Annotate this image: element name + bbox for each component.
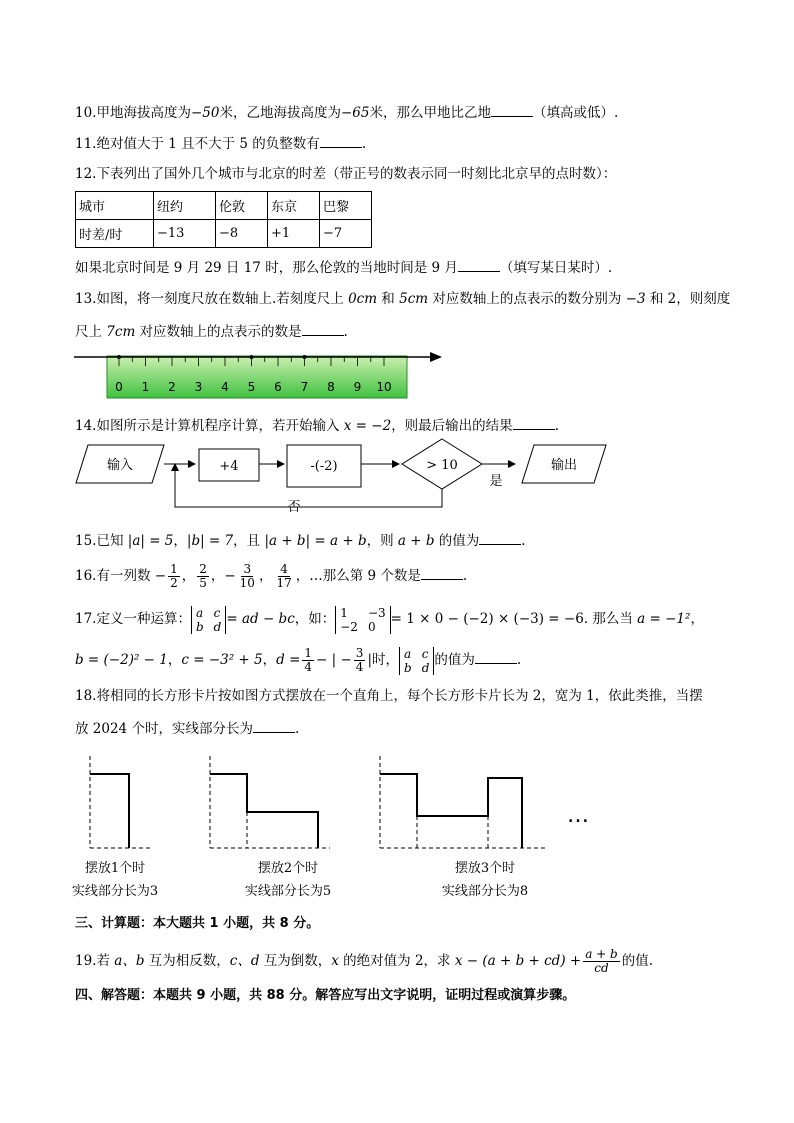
caption-line: 实线部分长为5	[244, 884, 332, 899]
q17-text: 时，	[372, 652, 399, 668]
q19-var: x	[331, 953, 339, 969]
q10-answer-blank[interactable]	[491, 102, 533, 117]
q16-minus: −	[224, 568, 236, 584]
arrow-head-icon	[508, 460, 516, 468]
question-10	[75, 102, 618, 123]
ruler-label: 1	[141, 380, 150, 394]
table-row	[76, 220, 372, 248]
question-13-line2	[75, 321, 348, 342]
ruler-label: 2	[168, 380, 176, 394]
q14-text: .	[554, 418, 559, 434]
det-cell: b	[404, 660, 412, 675]
ruler-label: 7	[300, 380, 309, 394]
det-cell: 1	[340, 605, 348, 620]
caption-3	[430, 857, 540, 899]
cards-figure	[80, 752, 620, 856]
input-label: 输入	[106, 458, 134, 473]
ruler-label: 0	[115, 380, 123, 394]
q10-v1: −50	[190, 105, 220, 121]
fraction-den: 5	[199, 576, 207, 590]
q14-text: 14.如图所示是计算机程序计算，若开始输入	[75, 418, 344, 434]
q19-text: 互为倒数，	[259, 953, 332, 969]
table-cell: +1	[268, 220, 320, 248]
ruler-label: 5	[247, 380, 256, 394]
q15-expr: a + b	[397, 533, 435, 549]
output-label: 输出	[550, 458, 578, 473]
table-cell: 纽约	[154, 192, 216, 220]
caption-2	[238, 857, 338, 899]
q19-var: c、d	[229, 953, 260, 969]
table-cell: 伦敦	[216, 192, 268, 220]
question-18-line2	[75, 718, 299, 739]
ruler-label: 9	[353, 380, 362, 394]
det-cell: a	[404, 646, 412, 661]
question-13-line1	[75, 289, 730, 309]
q14-text: ，则最后输出的结果	[391, 418, 513, 434]
sub-label: -(-2)	[310, 459, 338, 474]
q12-text: 12.下表列出了国外几个城市与北京的时差（带正号的数表示同一时刻比北京早的点时数）：	[75, 166, 617, 182]
q17-eq: = ad − bc	[226, 611, 295, 627]
table-cell: −7	[320, 220, 372, 248]
q13-n3: −3	[625, 291, 646, 307]
table-cell: 巴黎	[320, 192, 372, 220]
continuation-dots: …	[567, 803, 589, 828]
q13-text: .	[343, 324, 348, 340]
arrow-head-icon	[392, 460, 400, 468]
q13-answer-blank[interactable]	[302, 321, 344, 336]
table-cell: −8	[216, 220, 268, 248]
q11-text2: .	[361, 136, 367, 152]
q15-text: ，且	[233, 533, 265, 549]
determinant	[399, 647, 434, 675]
ruler-label: 3	[194, 380, 203, 394]
section-4-title: 四、解答题：本题共 9 小题，共 88 分。解答应写出文字说明，证明过程或演算步骤。	[75, 988, 576, 1003]
q15-text: ，则	[366, 533, 398, 549]
question-12-followup	[75, 257, 612, 278]
q17-dval: d =	[276, 652, 301, 668]
ruler-label: 6	[274, 380, 282, 394]
q17-text: ，如：	[294, 611, 336, 627]
q10-v2: −65	[340, 105, 370, 121]
q15-expr: |b| = 7	[186, 533, 234, 549]
q17-text: .	[516, 652, 522, 668]
question-15	[75, 530, 526, 551]
determinant	[191, 606, 226, 634]
det-cell: d	[213, 619, 222, 634]
fraction-num: 2	[199, 562, 207, 576]
q13-c7: 7cm	[106, 324, 136, 340]
q16-text: 16.有一列数	[75, 568, 155, 584]
det-cell: c	[213, 605, 221, 620]
q15-expr: |a + b| = a + b	[264, 533, 367, 549]
question-19	[75, 947, 653, 975]
q10-text1: 10.甲地海拔高度为	[75, 105, 191, 121]
q17-text: . 那么当	[583, 611, 638, 627]
q11-text1: 11.绝对值大于 1 且不大于 5 的负整数有	[75, 136, 320, 152]
table-cell: −13	[154, 220, 216, 248]
fraction-num: 3	[243, 562, 252, 576]
q16-text: .	[462, 568, 468, 584]
det-cell: c	[421, 646, 429, 661]
fraction	[274, 563, 293, 590]
question-17-line1	[75, 604, 704, 634]
caption-line: 摆放3个时	[454, 861, 516, 876]
solid-outline	[90, 774, 129, 848]
fraction-num: 3	[355, 646, 364, 660]
flowchart	[72, 437, 612, 519]
question-12	[75, 164, 616, 184]
q17-text: ，	[262, 652, 277, 668]
q14-expr: x = −2	[343, 418, 392, 434]
fraction-den: 4	[304, 660, 313, 674]
add-label: +4	[219, 459, 239, 474]
q15-text: 15.已知	[75, 533, 128, 549]
arrow-head-icon	[188, 460, 196, 468]
ruler-body	[107, 356, 407, 398]
fraction	[168, 563, 180, 590]
q13-c5: 5cm	[399, 291, 429, 307]
q18-text: .	[294, 721, 300, 737]
ruler-figure	[72, 344, 452, 404]
q19-text: 的值.	[621, 953, 654, 969]
caption-line: 摆放1个时	[84, 861, 146, 876]
loop-line	[175, 469, 442, 507]
q18-answer-blank[interactable]	[253, 718, 295, 733]
q16-comma: ，	[210, 568, 225, 584]
q19-text: 互为相反数，	[144, 953, 230, 969]
q15-text: .	[521, 533, 526, 549]
q14-answer-blank[interactable]	[513, 415, 555, 430]
q15-text: 的值为	[434, 533, 480, 549]
q18-text: 放 2024 个时，实线部分长为	[75, 721, 253, 737]
arrow-head-icon	[277, 460, 285, 468]
q17-text: ，	[690, 611, 704, 627]
table-cell: 时差/时	[76, 220, 154, 248]
q13-text: 尺上	[75, 324, 107, 340]
det-cell: 0	[367, 619, 376, 634]
q19-var: a、b	[114, 953, 145, 969]
timezone-table	[75, 191, 372, 248]
q12-after2: （填写某日某时）.	[499, 260, 613, 276]
fraction-num: 1	[304, 646, 313, 660]
q13-text: 对应数轴上的点表示的数是	[135, 324, 302, 340]
ruler-label: 4	[221, 380, 229, 394]
table-cell: 城市	[76, 192, 154, 220]
axis-point	[117, 355, 121, 359]
fraction-den: 2	[170, 576, 178, 590]
q16-answer-blank[interactable]	[421, 565, 463, 580]
q13-text: 对应数轴上的点表示的数分别为	[428, 291, 626, 307]
q10-text4: （填高或低）.	[532, 105, 619, 121]
q18-text: 18.将相同的长方形卡片按如图方式摆放在一个直角上，每个长方形卡片长为 2，宽为 1，依此类推，当摆	[75, 688, 703, 704]
solid-outline	[210, 774, 318, 848]
fraction-den: 17	[276, 576, 292, 590]
fraction	[583, 948, 620, 975]
q16-comma: ，	[258, 568, 273, 584]
q11-answer-blank[interactable]	[320, 133, 362, 148]
caption-1	[70, 857, 160, 899]
fraction-den: 4	[355, 660, 364, 674]
q16-text: ，…那么第 9 个数是	[295, 568, 421, 584]
q17-eq: = 1 × 0 − (−2) × (−3) = −6	[390, 611, 584, 627]
yes-label: 是	[489, 474, 503, 489]
q13-text: 13.如图，将一刻度尺放在数轴上.若刻度尺上	[75, 291, 349, 307]
q10-text3: 米，那么甲地比乙地	[369, 105, 491, 121]
caption-line: 实线部分长为8	[441, 884, 529, 899]
q13-text: 和	[377, 291, 400, 307]
det-cell: a	[195, 605, 204, 620]
question-11	[75, 133, 366, 154]
table-row	[76, 192, 372, 220]
q15-expr: |a| = 5	[127, 533, 174, 549]
fraction-num: a + b	[585, 947, 618, 961]
solid-outline	[380, 774, 522, 848]
q17-answer-blank[interactable]	[475, 649, 517, 664]
det-cell: d	[421, 660, 430, 675]
q17-dmid: − | −	[316, 652, 352, 668]
q17-dend: |	[367, 652, 372, 668]
no-label: 否	[287, 500, 301, 515]
q17-cval: c = −3² + 5	[181, 652, 263, 668]
section-3-title: 三、计算题：本大题共 1 小题，共 8 分。	[75, 916, 320, 931]
q17-aval: a = −1²	[637, 611, 691, 627]
caption-line: 摆放2个时	[257, 861, 319, 876]
ruler-label: 10	[376, 380, 392, 394]
fraction-den: 10	[239, 576, 255, 590]
q13-c0: 0cm	[348, 291, 378, 307]
q17-text: 17.定义一种运算：	[75, 611, 191, 627]
q12-answer-blank[interactable]	[458, 257, 500, 272]
q19-expr: x − (a + b + cd) +	[454, 953, 582, 969]
q15-text: ，	[173, 533, 187, 549]
q15-answer-blank[interactable]	[479, 530, 521, 545]
axis-arrow-icon	[430, 352, 442, 362]
fraction-num: 1	[170, 562, 178, 576]
q13-text: 和 2，则刻度	[645, 291, 731, 307]
q12-after1: 如果北京时间是 9 月 29 日 17 时，那么伦敦的当地时间是 9 月	[75, 260, 458, 276]
question-18-line1	[75, 686, 703, 706]
axis-point	[250, 355, 254, 359]
q16-comma: ，	[181, 568, 196, 584]
q10-text2: 米，乙地海拔高度为	[219, 105, 341, 121]
fraction	[354, 647, 366, 674]
question-14	[75, 415, 559, 436]
determinant-example	[335, 606, 390, 634]
ruler-label: 8	[327, 380, 335, 394]
q16-minus: −	[154, 568, 167, 584]
question-16	[75, 562, 467, 590]
fraction-den: cd	[594, 961, 609, 975]
det-cell: −2	[340, 619, 358, 634]
q17-bval: b = (−2)² − 1	[75, 652, 168, 668]
question-17-line2	[75, 645, 521, 675]
fraction	[302, 647, 314, 674]
fraction-num: 4	[280, 562, 288, 576]
det-cell: b	[195, 619, 204, 634]
q19-text: 的绝对值为 2，求	[338, 953, 455, 969]
fraction	[238, 563, 257, 590]
q17-text: ，	[167, 652, 182, 668]
caption-line: 实线部分长为3	[71, 884, 159, 899]
q17-text: 的值为	[434, 652, 475, 668]
table-cell: 东京	[268, 192, 320, 220]
fraction	[197, 563, 209, 590]
det-cell: −3	[367, 605, 386, 620]
q19-text: 19.若	[75, 953, 115, 969]
condition-label: > 10	[426, 458, 458, 473]
axis-point	[303, 355, 307, 359]
